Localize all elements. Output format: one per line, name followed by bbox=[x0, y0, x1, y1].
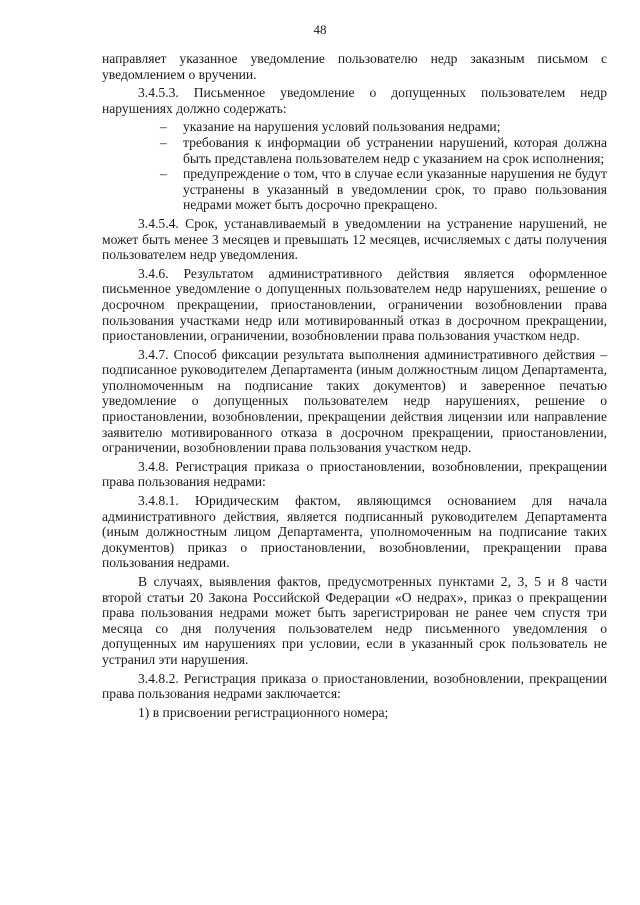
list-item: – указание на нарушения условий пользования недрами; bbox=[102, 119, 607, 135]
notification-requirements-list bbox=[102, 119, 607, 213]
paragraph-3-4-6: 3.4.6. Результатом административного действия является оформленное письменное уведомление о допущенных пользователем недр нарушениях, решение о досрочном прекращении, приостановлении, ограничении возобновлении права пользования участками недр или мотивированный отказ в досрочном прекращении, приостановлении, ограничении, возобновлении права пользования участком недр. bbox=[102, 265, 607, 344]
paragraph-violations-cases: В случаях, выявления фактов, предусмотренных пунктами 2, 3, 5 и 8 части второй статьи 20 Закона Российской Федерации «О недрах», приказ о прекращении права пользования недрами может быть зарегистрирован не ранее чем спустя три месяца со дня получения пользователем недр письменного уведомления о допущенных им нарушениях при условии, если в указанный срок пользователь не устранил эти нарушения. bbox=[102, 574, 607, 667]
paragraph-3-4-7: 3.4.7. Способ фиксации результата выполнения административного действия – подписанное руководителем Департамента (иным должностным лицом Департамента, уполномоченным на подписание таких документов) и заверенное печатью уведомление о допущенных пользователем недр нарушениях, решение о приостановлении, возобновлении, прекращении действия лицензии или направление заявителю мотивированного отказа в досрочном прекращении, приостановлении, ограничении, возобновлении права пользования участком недр. bbox=[102, 346, 607, 456]
paragraph-item-1: 1) в присвоении регистрационного номера; bbox=[138, 704, 389, 720]
page-number: 48 bbox=[313, 22, 327, 37]
paragraph-continuation: направляет указанное уведомление пользователю недр заказным письмом с уведомлением о вручении. bbox=[102, 51, 607, 82]
list-item: – требования к информации об устранении нарушений, которая должна быть представлена пользователем недр с указанием на срок исполнения; bbox=[102, 135, 607, 166]
paragraph-3-4-8-1: 3.4.8.1. Юридическим фактом, являющимся основанием для начала административного действия, является подписанный руководителем Департамента (иным должностным лицом Департамента, уполномоченным на подписание таких документов) приказ о приостановлении, возобновлении, прекращении права пользования недрами. bbox=[102, 493, 607, 571]
list-item: – предупреждение о том, что в случае если указанные нарушения не будут устранены в указанный в уведомлении срок, то право пользования недрами может быть досрочно прекращено. bbox=[102, 166, 607, 213]
document-body bbox=[102, 51, 607, 723]
paragraph-3-4-5-3: 3.4.5.3. Письменное уведомление о допущенных пользователем недр нарушениях должно содержать: bbox=[102, 85, 607, 116]
paragraph-3-4-8-2: 3.4.8.2. Регистрация приказа о приостановлении, возобновлении, прекращении права пользования недрами заключается: bbox=[102, 670, 607, 702]
paragraph-3-4-5-4: 3.4.5.4. Срок, устанавливаемый в уведомлении на устранение нарушений, не может быть менее 3 месяцев и превышать 12 месяцев, исчисляемых с даты получения пользователем недр уведомления. bbox=[102, 215, 607, 263]
paragraph-3-4-8: 3.4.8. Регистрация приказа о приостановлении, возобновлении, прекращении права пользования недрами: bbox=[102, 458, 607, 490]
